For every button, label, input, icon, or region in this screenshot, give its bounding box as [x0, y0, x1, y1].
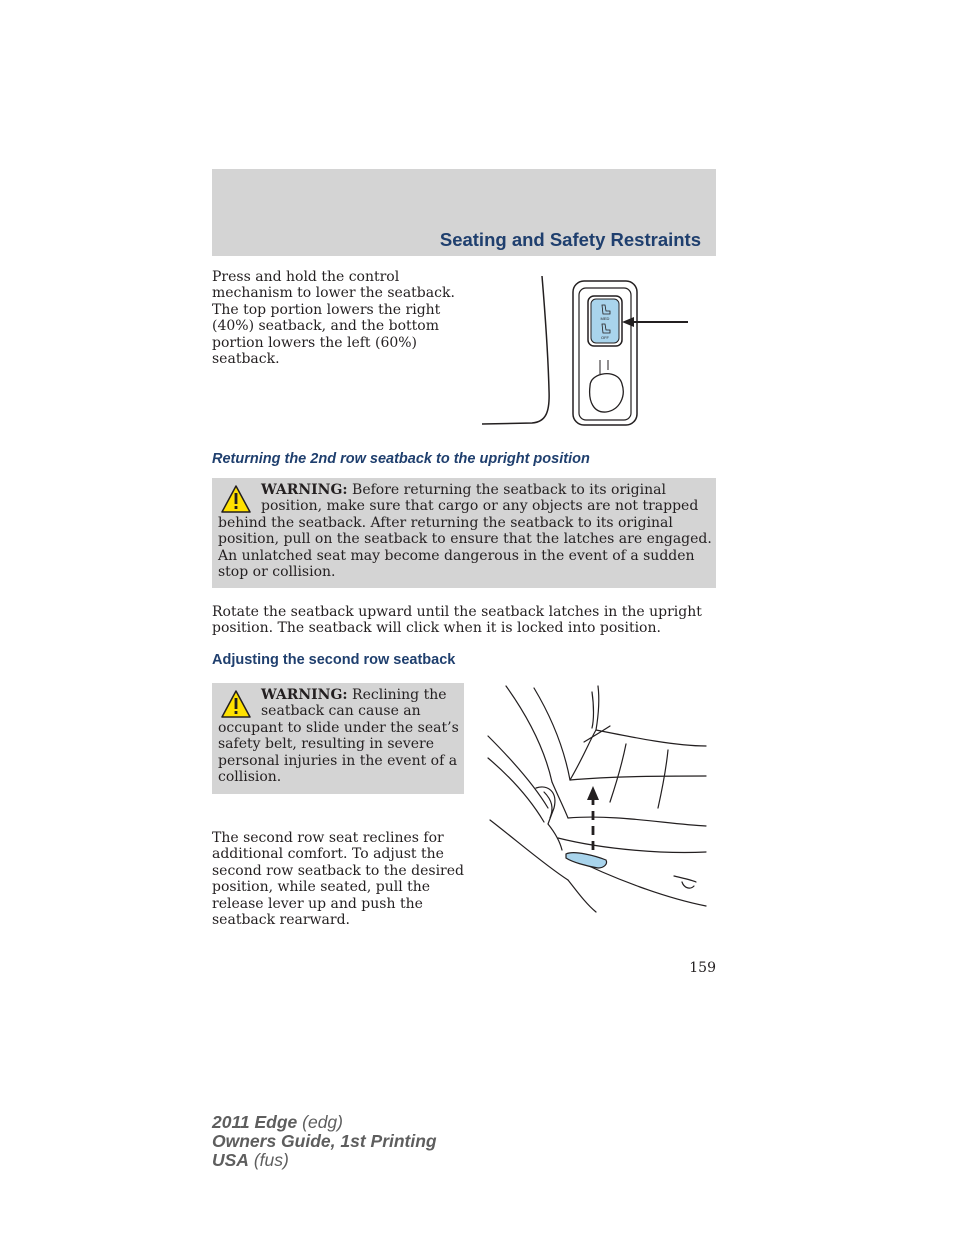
warning-line: behind the seatback. After returning the seatback to its original — [218, 514, 673, 531]
header-band — [212, 169, 716, 256]
footer-market-code: (fus) — [248, 1150, 289, 1170]
warning-text-upright — [218, 482, 712, 580]
warning-line: collision. — [218, 769, 282, 786]
recline-line: additional comfort. To adjust the — [212, 846, 444, 863]
warning-line: position, pull on the seatback to ensure that the latches are engaged. — [218, 531, 712, 548]
intro-line: seatback. — [212, 351, 280, 368]
warning-line: Before returning the seatback to its original — [347, 482, 666, 498]
recline-line: position, while seated, pull the — [212, 879, 431, 896]
section-heading-adjusting: Adjusting the second row seatback — [212, 652, 456, 668]
recline-paragraph — [212, 830, 464, 928]
intro-paragraph — [212, 269, 455, 367]
button-bottom-label: OFF — [601, 335, 609, 340]
upright-line: position. The seatback will click when it is locked into position. — [212, 620, 661, 637]
warning-line: personal injuries in the event of a — [218, 752, 458, 769]
warning-line: An unlatched seat may become dangerous in the event of a sudden — [218, 547, 695, 564]
intro-line: The top portion lowers the right — [212, 301, 441, 318]
page-section-title: Seating and Safety Restraints — [439, 229, 701, 250]
footer-model-code: (edg) — [297, 1112, 343, 1132]
footer-market: USA — [212, 1150, 249, 1170]
warning-line: seatback can cause an — [261, 703, 421, 720]
warning-line: Reclining the — [347, 687, 447, 703]
warning-label: WARNING: — [261, 687, 348, 703]
section-heading-upright: Returning the 2nd row seatback to the upright position — [212, 451, 590, 467]
upright-paragraph — [212, 604, 702, 637]
document-footer — [212, 1113, 437, 1170]
intro-line: (40%) seatback, and the bottom — [212, 318, 439, 335]
button-top-label: MED — [600, 316, 610, 321]
warning-label: WARNING: — [261, 482, 348, 498]
warning-line: occupant to slide under the seat’s — [218, 719, 459, 736]
footer-guide: Owners Guide, 1st Printing — [212, 1131, 437, 1151]
page-number: 159 — [689, 960, 716, 976]
seatback-control-illustration — [478, 272, 694, 430]
recline-line: The second row seat reclines for — [212, 830, 444, 846]
intro-line: mechanism to lower the seatback. — [212, 285, 455, 302]
intro-line: portion lowers the left (60%) — [212, 334, 418, 351]
warning-line: safety belt, resulting in severe — [218, 736, 435, 753]
intro-line: Press and hold the control — [212, 269, 400, 285]
seat-recline-illustration — [486, 684, 710, 916]
warning-box-upright — [212, 478, 716, 588]
recline-line: release lever up and push the — [212, 895, 423, 912]
warning-text-reclining — [218, 687, 459, 785]
recline-line: second row seatback to the desired — [212, 862, 464, 879]
recline-line: seatback rearward. — [212, 912, 350, 929]
footer-model: 2011 Edge — [212, 1112, 298, 1132]
upright-line: Rotate the seatback upward until the seatback latches in the upright — [212, 604, 702, 620]
warning-box-reclining — [212, 683, 464, 794]
warning-line: stop or collision. — [218, 564, 336, 581]
warning-line: position, make sure that cargo or any objects are not trapped — [261, 498, 699, 515]
